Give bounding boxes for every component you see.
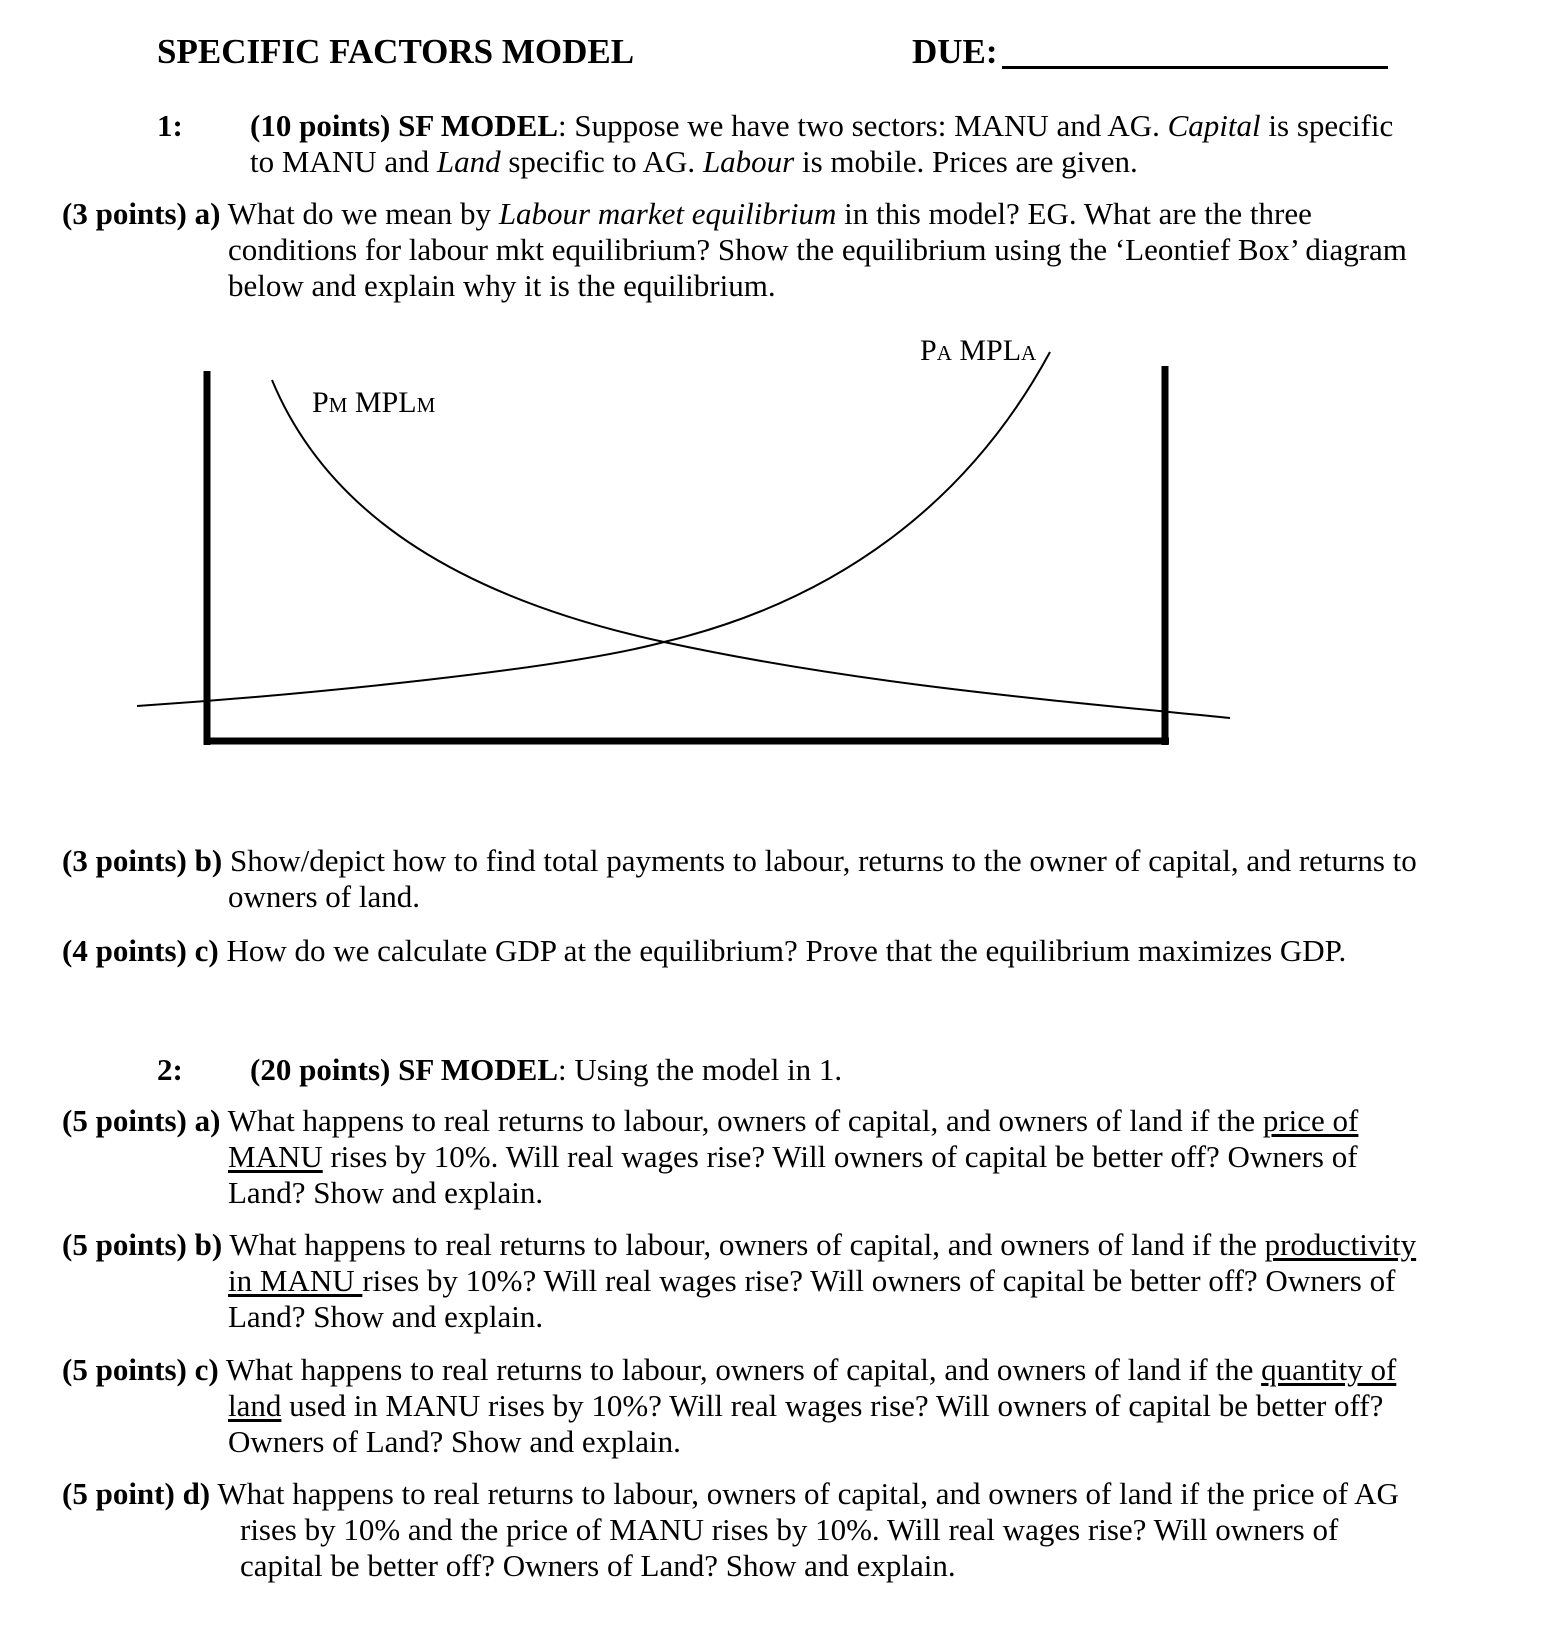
q2b-line-2: in MANU rises by 10%? Will real wages rise? Will owners of capital be better off? Owners of [228, 1263, 1396, 1298]
q2c-line-3: Owners of Land? Show and explain. [228, 1424, 681, 1459]
q2b-label: (5 points) b) [62, 1227, 223, 1262]
q1-points: (10 points) SF MODEL [250, 108, 559, 143]
q1a-line-3: below and explain why it is the equilibrium. [228, 268, 776, 303]
page-title: SPECIFIC FACTORS MODEL [157, 32, 635, 71]
q2-points: (20 points) SF MODEL [250, 1052, 559, 1087]
q2a-label: (5 points) a) [62, 1103, 221, 1138]
pm-mplm-curve [272, 380, 1230, 718]
q2a-line-1: (5 points) a) What happens to real returns to labour, owners of capital, and owners of land if the price of [62, 1103, 1359, 1138]
q1a-line-2: conditions for labour mkt equilibrium? Show the equilibrium using the ‘Leontief Box’ diagram [228, 232, 1407, 267]
q1b-label: (3 points) b) [62, 843, 223, 878]
q1c-label: (4 points) c) [62, 933, 219, 968]
q2c-line-1: (5 points) c) What happens to real returns to labour, owners of capital, and owners of land if the quantity of [62, 1352, 1397, 1387]
q2-line-1: (20 points) SF MODEL: Using the model in 1. [250, 1052, 843, 1087]
q2d-line-2: rises by 10% and the price of MANU rises by 10%. Will real wages rise? Will owners of [240, 1512, 1339, 1547]
q1a-label: (3 points) a) [62, 196, 221, 231]
q1-number: 1: [157, 108, 183, 143]
leontief-box-diagram [0, 0, 1560, 800]
pa-mpla-label: PA MPLA [920, 334, 1037, 367]
q1-line-1: (10 points) SF MODEL: Suppose we have two sectors: MANU and AG. Capital is specific [250, 108, 1394, 143]
q2b-line-3: Land? Show and explain. [228, 1299, 544, 1334]
due-label: DUE: [912, 32, 998, 71]
q1c-line-1: (4 points) c) How do we calculate GDP at the equilibrium? Prove that the equilibrium maximizes GDP. [62, 933, 1347, 968]
q2c-label: (5 points) c) [62, 1352, 219, 1387]
pa-mpla-curve [137, 352, 1050, 706]
q2-number: 2: [157, 1052, 183, 1087]
q1-line-2: to MANU and Land specific to AG. Labour is mobile. Prices are given. [250, 144, 1138, 179]
q1b-line-2: owners of land. [228, 879, 420, 914]
q2d-line-3: capital be better off? Owners of Land? Show and explain. [240, 1548, 956, 1583]
q1a-line-1: (3 points) a) What do we mean by Labour market equilibrium in this model? EG. What are the three [62, 196, 1312, 231]
q2b-line-1: (5 points) b) What happens to real returns to labour, owners of capital, and owners of land if the productivity [62, 1227, 1417, 1262]
q2d-label: (5 point) d) [62, 1476, 211, 1511]
q2a-line-2: MANU rises by 10%. Will real wages rise? Will owners of capital be better off? Owners of [228, 1139, 1358, 1174]
q2d-line-1: (5 point) d) What happens to real returns to labour, owners of capital, and owners of land if the price of AG [62, 1476, 1399, 1511]
q2c-line-2: land used in MANU rises by 10%? Will real wages rise? Will owners of capital be better off? [228, 1388, 1384, 1423]
q2a-line-3: Land? Show and explain. [228, 1175, 544, 1210]
pm-mplm-label: PM MPLM [312, 386, 436, 419]
q1b-line-1: (3 points) b) Show/depict how to find total payments to labour, returns to the owner of capital, and returns to [62, 843, 1417, 878]
